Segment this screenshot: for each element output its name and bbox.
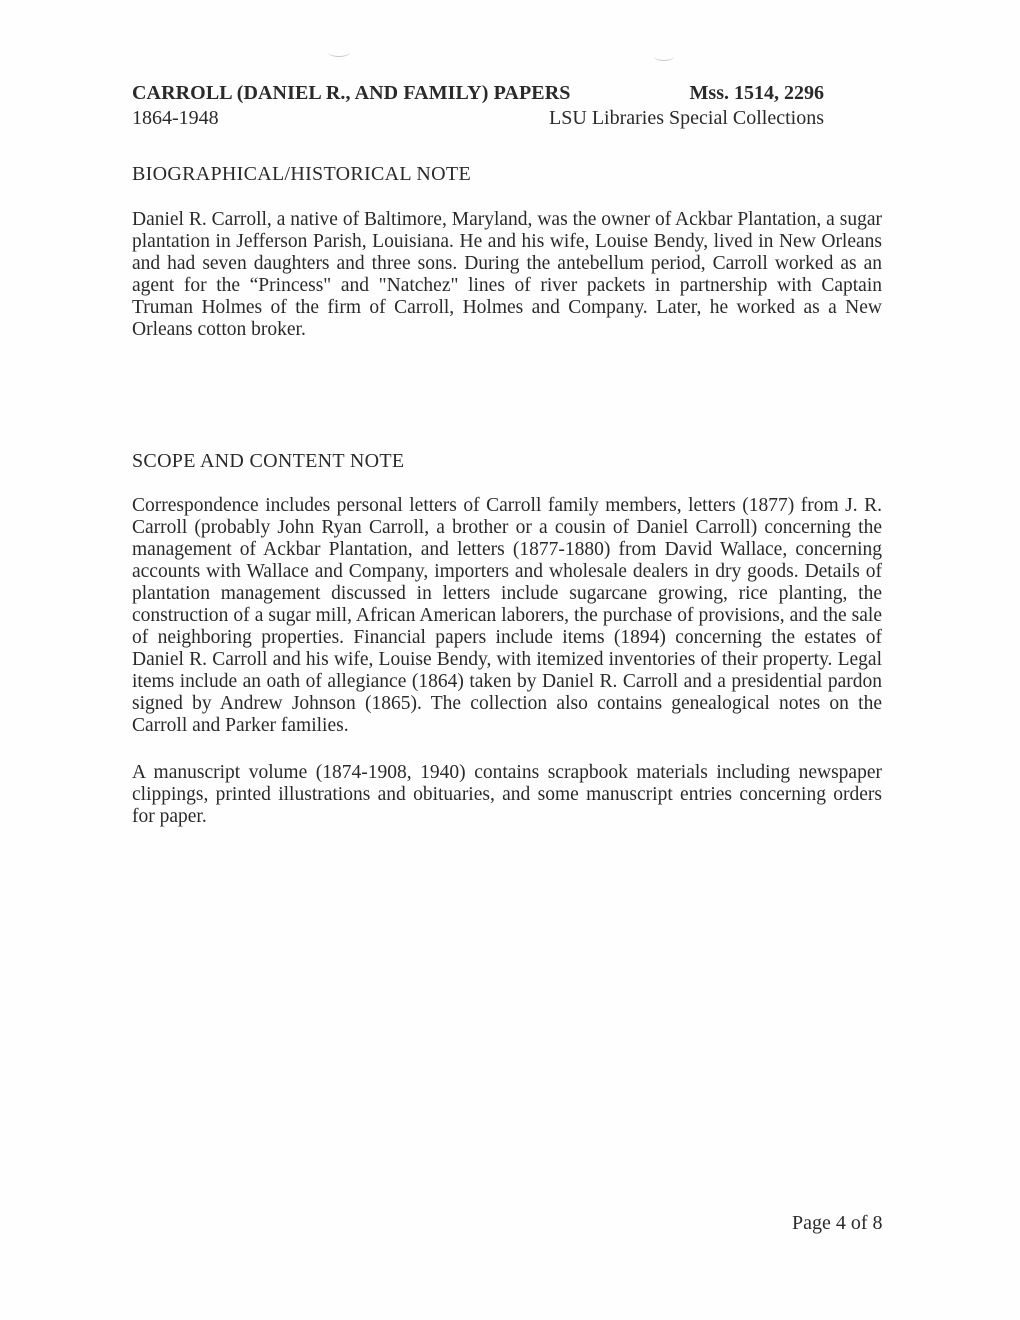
scope-paragraph-1: Correspondence includes personal letters of Carroll family members, letters (1877) from J. R. Carroll (probably John Ryan Carroll, a brother or a cousin of Daniel Carroll) concerning the management of Ackbar Plantation, and letters (1877-1880) from David Wallace, concerning accounts with Wallace and Company, importers and wholesale dealers in dry goods. Details of plantation management discussed in letters include sugarcane growing, rice planting, the construction of a sugar mill, African American laborers, the purchase of provisions, and the sale of neighboring properties. Financial papers include items (1894) concerning the estates of Daniel R. Carroll and his wife, Louise Bendy, with itemized inventories of their property. Legal items include an oath of allegiance (1864) taken by Daniel R. Carroll and a presidential pardon signed by Andrew Johnson (1865). The collection also contains genealogical notes on the Carroll and Parker families. xyxy=(132,495,882,736)
scan-artifact-left xyxy=(328,48,350,57)
page-number: Page 4 of 8 xyxy=(792,1212,883,1234)
header-row-sub xyxy=(132,107,824,130)
collection-dates: 1864-1948 xyxy=(132,107,219,129)
scope-paragraph-2: A manuscript volume (1874-1908, 1940) contains scrapbook materials including newspaper clippings, printed illustrations and obituaries, and some manuscript entries concerning orders for paper. xyxy=(132,762,882,827)
header-row-title xyxy=(132,82,824,105)
manuscript-number: Mss. 1514, 2296 xyxy=(689,82,824,104)
document-header xyxy=(132,82,824,130)
collection-title: CARROLL (DANIEL R., AND FAMILY) PAPERS xyxy=(132,82,571,104)
biographical-paragraph: Daniel R. Carroll, a native of Baltimore, Maryland, was the owner of Ackbar Plantation, a sugar plantation in Jefferson Parish, Louisiana. He and his wife, Louise Bendy, lived in New Orleans and had seven daughters and three sons. During the antebellum period, Carroll worked as an agent for the “Princess" and "Natchez" lines of river packets in partnership with Captain Truman Holmes of the firm of Carroll, Holmes and Company. Later, he worked as a New Orleans cotton broker. xyxy=(132,209,882,340)
biographical-heading: BIOGRAPHICAL/HISTORICAL NOTE xyxy=(132,163,471,185)
scope-heading: SCOPE AND CONTENT NOTE xyxy=(132,450,405,472)
scan-artifact-right xyxy=(654,52,674,61)
repository-name: LSU Libraries Special Collections xyxy=(549,107,824,129)
